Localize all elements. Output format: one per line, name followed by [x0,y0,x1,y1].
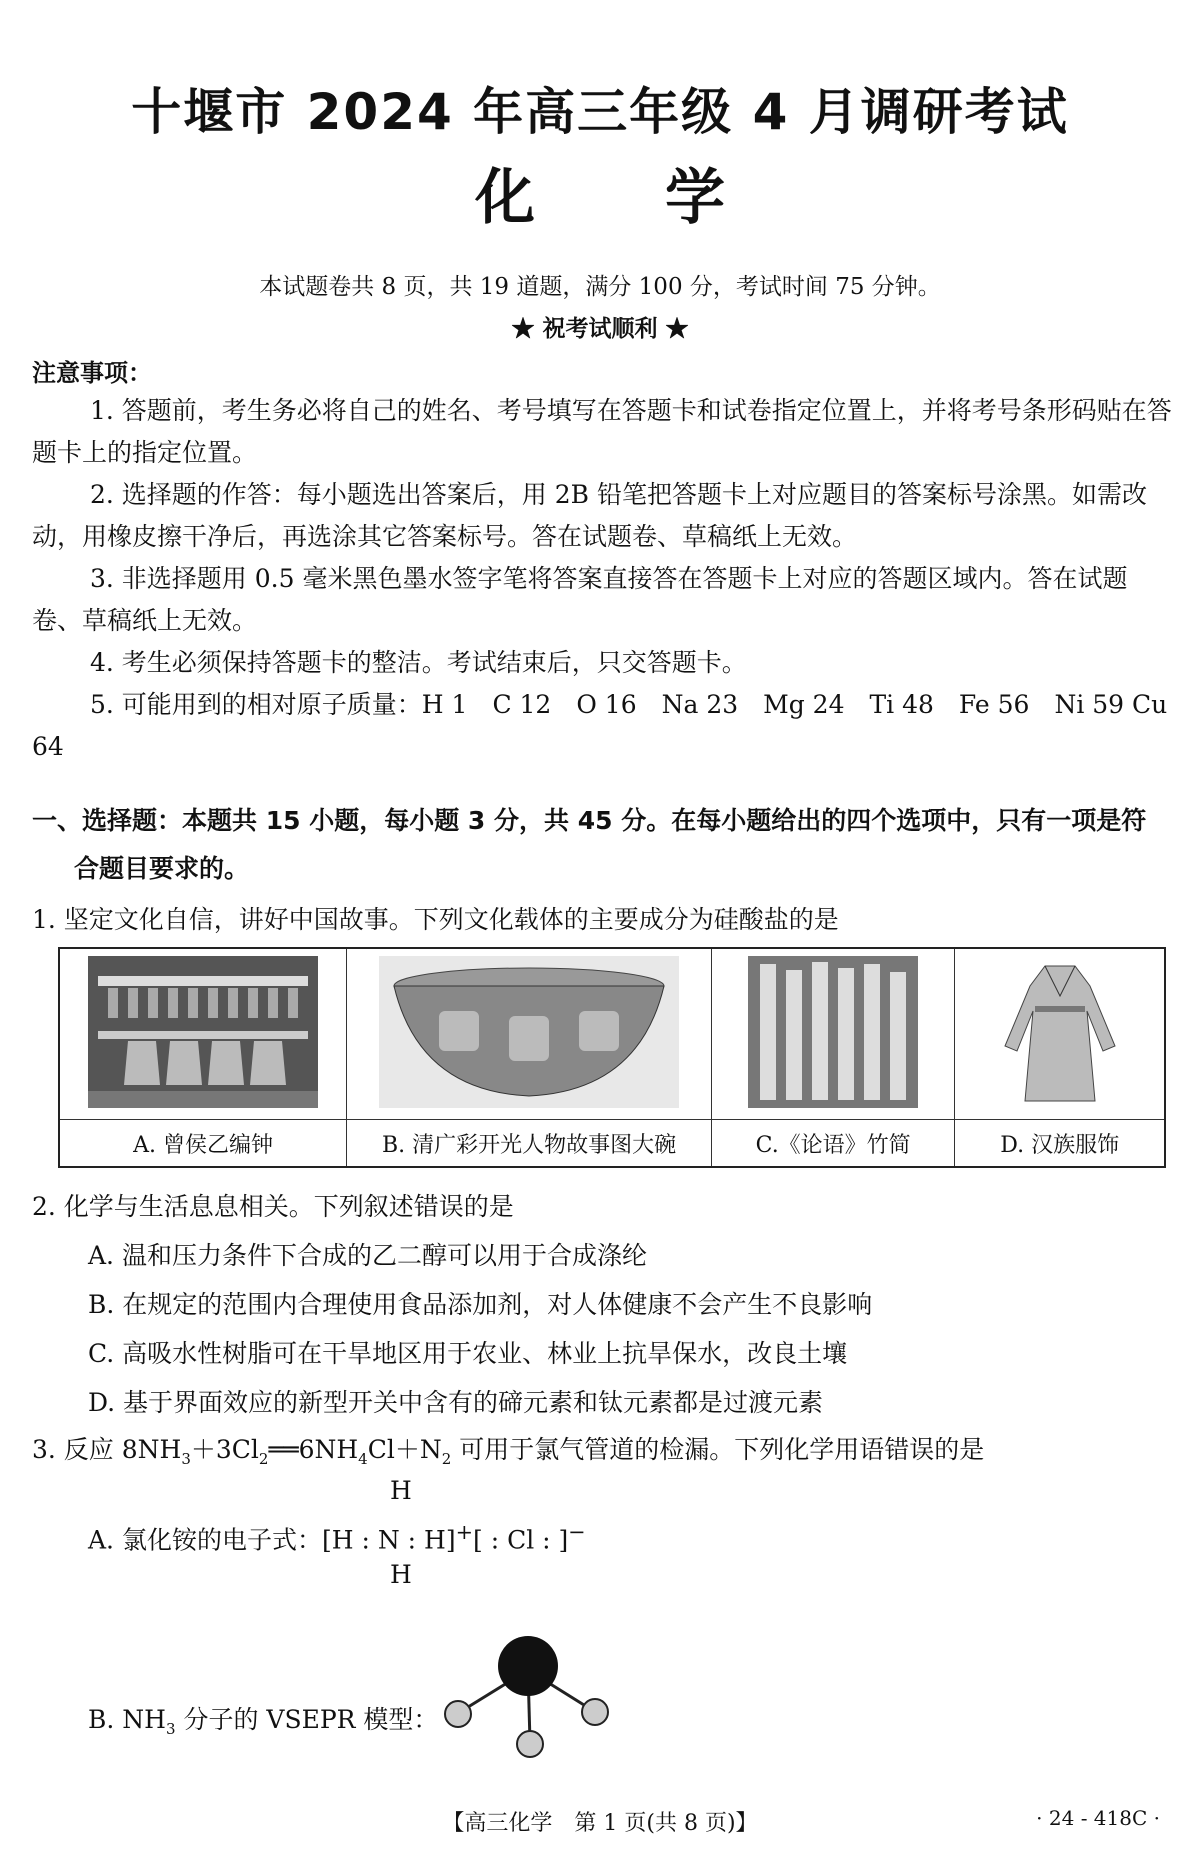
q3-option-a [88,1476,622,1589]
q3-option-a-label: A. 氯化铵的电子式： [88,1525,322,1555]
good-luck-banner: ★ 祝考试顺利 ★ [511,315,689,342]
q3-stem: 3. 反应 $8NH_3+3Cl_2══6NH_4Cl+N_2$ 可用于氯气管道的检漏。下列化学用语错误的是 [32,1435,985,1468]
q2-option-a: A. 温和压力条件下合成的乙二醇可以用于合成涤纶 [88,1241,647,1270]
q3-option-b: B. $NH_3$ 分子的 VSEPR 模型： [88,1705,439,1738]
notice-item-3: 3. 非选择题用 0.5 毫米黑色墨水签字笔将答案直接答在答题卡上对应的答题区域内。答在试题卷、草稿纸上无效。 [32,564,1128,635]
q1-image-a [59,948,347,1120]
q2-option-b: B. 在规定的范围内合理使用食品添加剂，对人体健康不会产生不良影响 [88,1290,873,1319]
page-footer: 【高三化学 第 1 页(共 8 页)】 [442,1811,758,1836]
q1-image-c [712,948,955,1120]
bamboo-slips-image [748,956,918,1108]
section-line-1: 一、选择题：本题共 15 小题，每小题 3 分，共 45 分。在每小题给出的四个选项中，只有一项是符 [32,806,1147,835]
q1-option-b: B. 清广彩开光人物故事图大碗 [347,1120,712,1168]
formula-bottom-h: H [389,1560,412,1589]
q1-image-table [58,947,1166,1168]
notice-item-4: 4. 考生必须保持答题卡的整洁。考试结束后，只交答题卡。 [90,648,747,677]
q1-option-a: A. 曾侯乙编钟 [59,1120,347,1168]
formula-top-h: H [389,1476,412,1505]
notice-heading: 注意事项： [32,359,152,387]
section-line-2: 合题目要求的。 [74,854,250,883]
q3-option-b-rest: 分子的 VSEPR 模型： [183,1705,439,1734]
vsepr-model-image [440,1630,620,1760]
electron-formula: [H : N : H]+[ : Cl : ]− H H [321,1476,586,1589]
notice-item-5: 5. 可能用到的相对原子质量：H 1 C 12 O 16 Na 23 Mg 24 Ti 48 Fe 56 Ni 59 Cu 64 [32,690,1168,761]
exam-title: 十堰市 2024 年高三年级 4 月调研考试 [131,83,1069,141]
subject-title: 化学 [475,163,855,233]
q1-option-c: C.《论语》竹简 [712,1120,955,1168]
section-heading [32,797,1172,893]
bell-set-image [88,956,318,1108]
q2-stem: 2. 化学与生活息息相关。下列叙述错误的是 [32,1192,514,1221]
notice-item-1: 1. 答题前，考生务必将自己的姓名、考号填写在答题卡和试卷指定位置上，并将考号条形码贴在答题卡上的指定位置。 [32,396,1172,467]
exam-code: · 24 - 418C · [1036,1806,1160,1830]
hanfu-image [995,956,1125,1108]
notice-item-2: 2. 选择题的作答：每小题选出答案后，用 2B 铅笔把答题卡上对应题目的答案标号涂黑。如需改动，用橡皮擦干净后，再选涂其它答案标号。答在试题卷、草稿纸上无效。 [32,480,1147,551]
q3-option-b-label: B. NH [88,1705,166,1734]
q2-option-d: D. 基于界面效应的新型开关中含有的碲元素和钛元素都是过渡元素 [88,1388,824,1417]
q3-stem-prefix: 3. 反应 8NH [32,1435,182,1464]
q2-option-c: C. 高吸水性树脂可在干旱地区用于农业、林业上抗旱保水，改良土壤 [88,1339,848,1368]
exam-info: 本试题卷共 8 页，共 19 道题，满分 100 分，考试时间 75 分钟。 [259,274,941,300]
q1-option-d: D. 汉族服饰 [955,1120,1165,1168]
porcelain-bowl-image [379,956,679,1108]
q1-image-d [955,948,1165,1120]
q1-stem: 1. 坚定文化自信，讲好中国故事。下列文化载体的主要成分为硅酸盐的是 [32,905,839,934]
q3-stem-rest: 可用于氯气管道的检漏。下列化学用语错误的是 [459,1435,985,1464]
q1-image-b [347,948,712,1120]
